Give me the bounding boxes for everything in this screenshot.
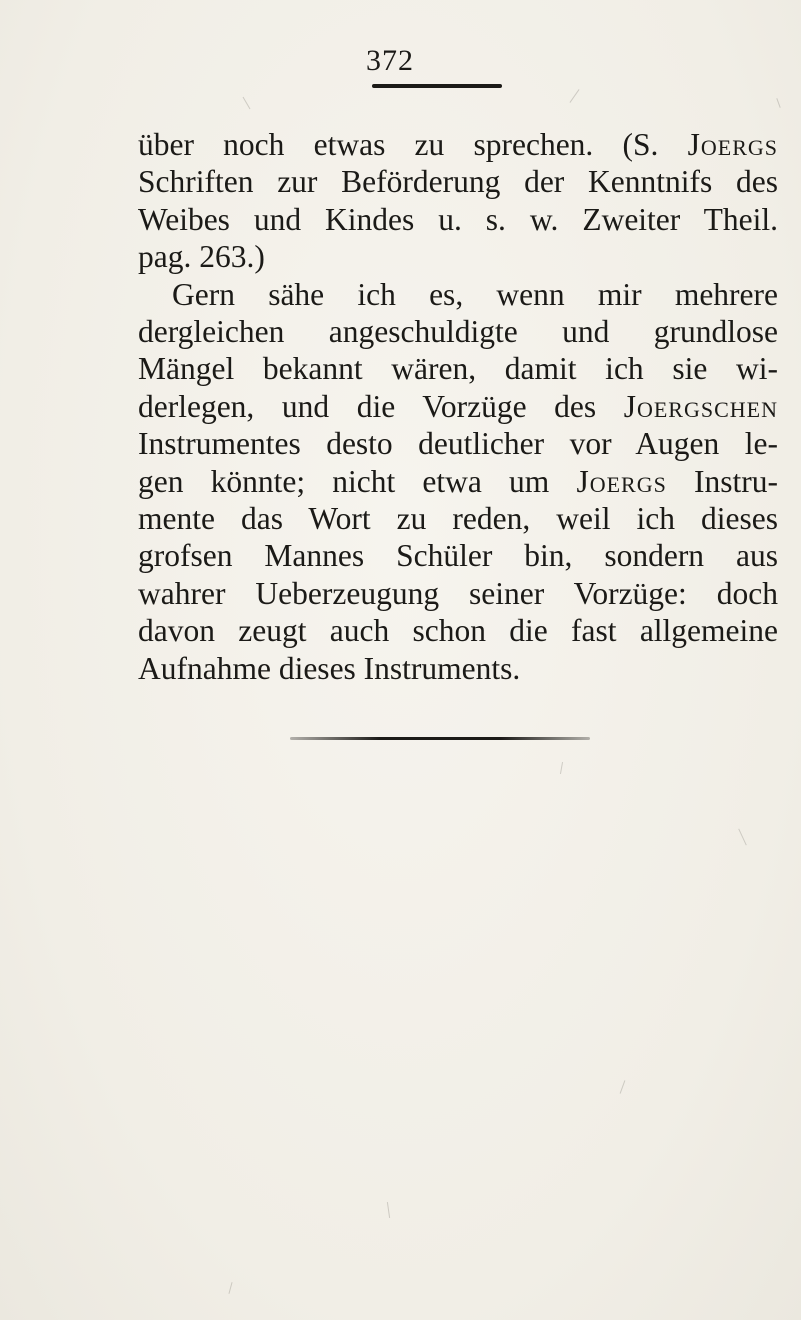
text-line <box>138 350 778 387</box>
text-span: dergleichen angeschuldigte und grundlose <box>138 314 778 350</box>
text-span: über noch etwas zu sprechen. (S. <box>138 127 688 162</box>
author-name: Joergs <box>576 463 667 499</box>
text-span: mente das Wort zu reden, weil ich dieses <box>138 501 778 537</box>
end-rule <box>290 737 590 740</box>
text-line <box>138 126 778 163</box>
author-name: Joergschen <box>623 388 778 424</box>
text-line <box>138 238 778 275</box>
text-span: Aufnahme dieses Instruments. <box>138 650 521 686</box>
text-span: davon zeugt auch schon die fast allgemeine <box>138 613 778 649</box>
text-line <box>138 201 778 238</box>
header-rule <box>372 84 502 88</box>
text-line <box>138 650 778 687</box>
text-line <box>138 612 778 649</box>
text-span: Schriften zur Beförderung der Kenntnifs des <box>138 164 778 200</box>
text-span: Mängel bekannt wären, damit ich sie wi- <box>138 351 778 387</box>
text-span: Instrumentes desto deutlicher vor Augen le- <box>138 426 778 462</box>
text-span: Weibes und Kindes u. s. w. Zweiter Theil. <box>138 201 778 237</box>
text-span: derlegen, und die Vorzüge des <box>138 388 624 424</box>
text-line <box>138 537 778 574</box>
author-name: Joergs <box>687 127 778 162</box>
text-span: Gern sähe ich es, wenn mir mehrere <box>172 276 778 312</box>
text-line <box>138 463 778 500</box>
page-number: 372 <box>366 44 414 77</box>
text-span: Instru- <box>666 463 778 499</box>
text-span: wahrer Ueberzeugung seiner Vorzüge: doch <box>138 575 778 611</box>
text-line <box>138 313 778 350</box>
text-line <box>138 425 778 462</box>
text-span: gen könnte; nicht etwa um <box>138 463 577 499</box>
text-line <box>138 575 778 612</box>
text-span: grofsen Mannes Schüler bin, sondern aus <box>138 538 778 574</box>
text-line <box>138 388 778 425</box>
text-span: pag. 263.) <box>138 239 265 275</box>
text-line <box>138 163 778 200</box>
body-text <box>138 126 778 687</box>
text-line <box>138 500 778 537</box>
text-line <box>138 276 778 313</box>
